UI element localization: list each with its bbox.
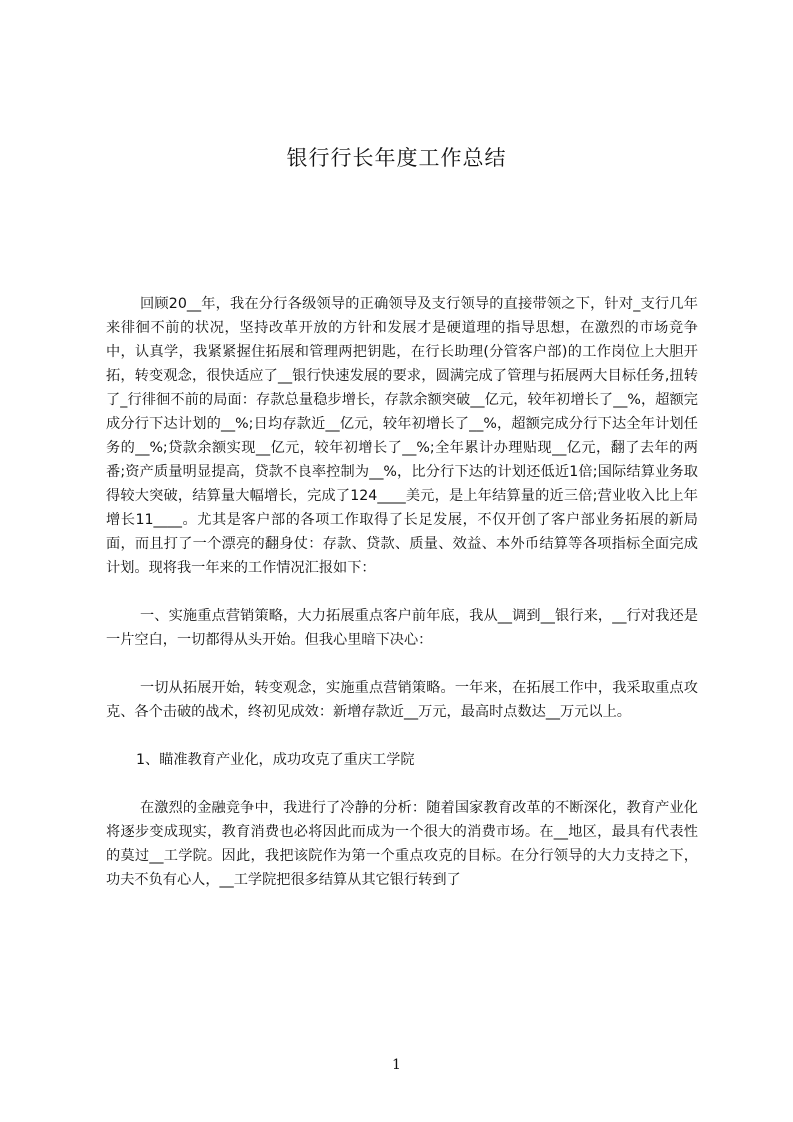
document-body (106, 292, 698, 892)
paragraph-expansion: 一切从拓展开始，转变观念，实施重点营销策略。一年来，在拓展工作中，我采取重点攻克、各个击破的战术，终初见成效：新增存款近__万元，最高时点数达__万元以上。 (106, 680, 698, 720)
paragraph-section-one: 一、实施重点营销策略，大力拓展重点客户前年底，我从__调到__银行来，__行对我还是一片空白，一切都得从头开始。但我心里暗下决心： (106, 608, 698, 648)
paragraph-review: 回顾20__年，我在分行各级领导的正确领导及支行领导的直接带领之下，针对_支行几年来徘徊不前的状况，坚持改革开放的方针和发展才是硬道理的指导思想，在激烈的市场竞争中，认真学，我紧紧握住拓展和管理两把钥匙，在行长助理(分管客户部)的工作岗位上大胆开拓，转变观念，很快适应了__银行快速发展的要求，圆满完成了管理与拓展两大目标任务,扭转了_行徘徊不前的局面：存款总量稳步增长，存款余额突破__亿元，较年初增长了__%，超额完成分行下达计划的__%;日均存款近__亿元，较年初增长了__%，超额完成分行下达全年计划任务的__%;贷款余额实现__亿元，较年初增长了__%;全年累计办理贴现__亿元，翻了去年的两番;资产质量明显提高，贷款不良率控制为__%，比分行下达的计划还低近1倍;国际结算业务取得较大突破，结算量大幅增长，完成了124____美元，是上年结算量的近三倍;营业收入比上年增长11____。尤其是客户部的各项工作取得了长足发展，不仅开创了客户部业务拓展的新局面，而且打了一个漂亮的翻身仗：存款、贷款、质量、效益、本外币结算等各项指标全面完成计划。现将我一年来的工作情况汇报如下： (106, 296, 698, 576)
subheading-education: 1、瞄准教育产业化，成功攻克了重庆工学院 (136, 752, 415, 768)
document-title: 银行行长年度工作总结 (286, 146, 507, 170)
paragraph-analysis: 在激烈的金融竞争中，我进行了冷静的分析：随着国家教育改革的不断深化，教育产业化将逐步变成现实，教育消费也必将因此而成为一个很大的消费市场。在__地区，最具有代表性的莫过__工学院。因此，我把该院作为第一个重点攻克的目标。在分行领导的大力支持之下，功夫不负有心人，__工学院把很多结算从其它银行转到了 (106, 800, 698, 888)
page-number: 1 (392, 1057, 401, 1073)
